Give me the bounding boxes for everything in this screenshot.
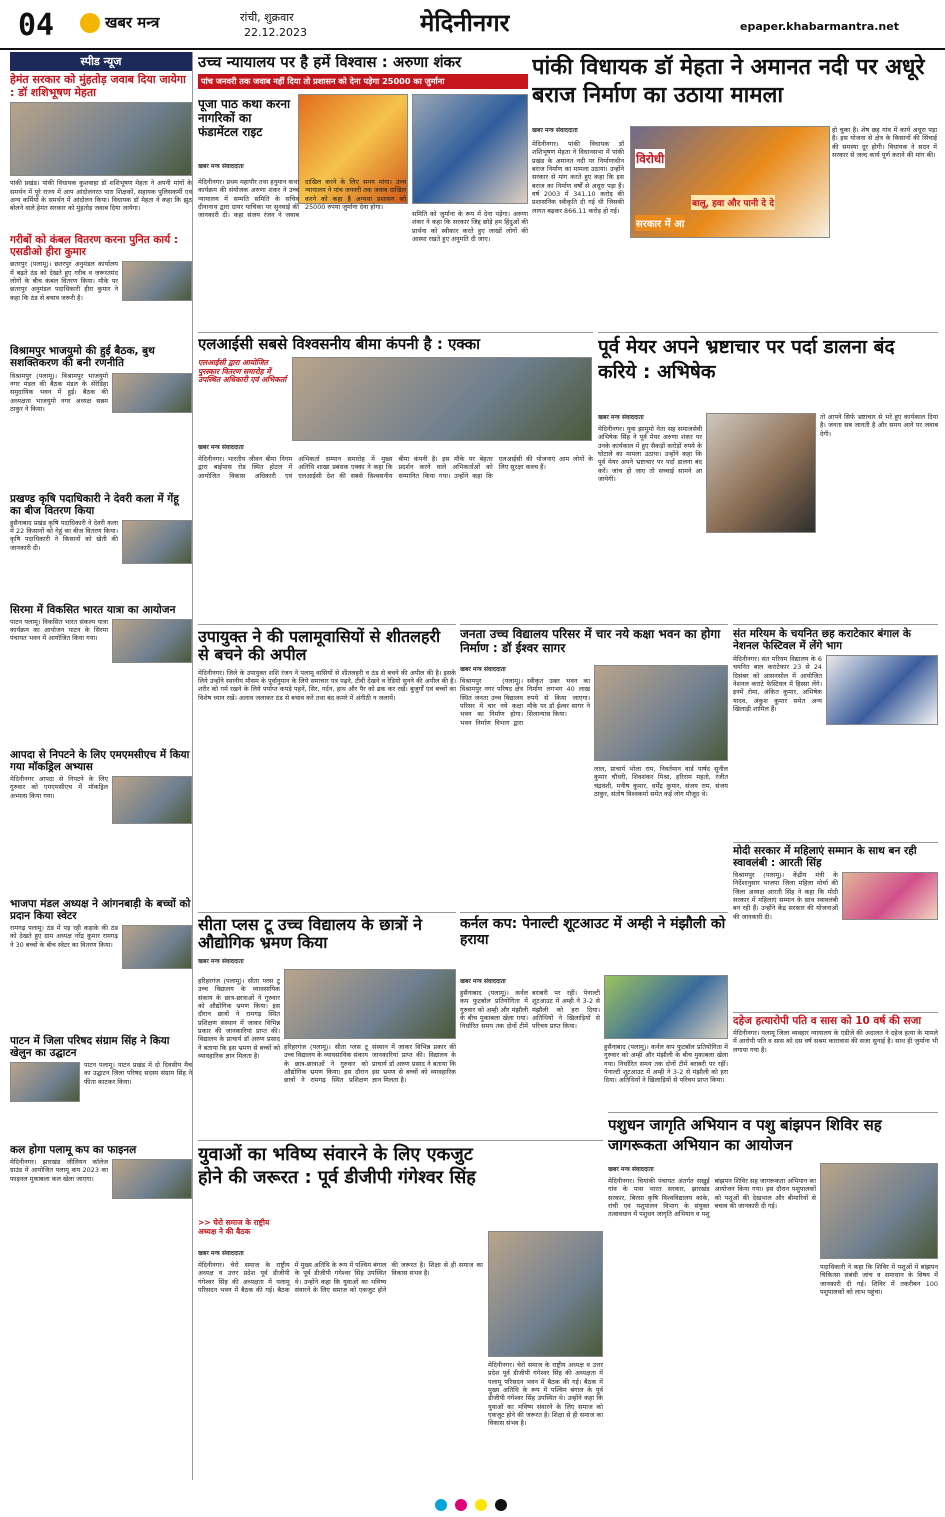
story-mayor-photo bbox=[706, 413, 816, 533]
story-aruna-byline: खबर मन्त्र संवाददाता bbox=[198, 163, 244, 170]
left-headline-9: कल होगा पलामू कप का फाइनल bbox=[10, 1144, 137, 1157]
dateline-city: रांची, शुक्रवार bbox=[240, 11, 294, 24]
left-body-8: पाटन पलामू। पाटन प्रखंड में दो दिवसीय मैच का उद्घाटन जिला परिषद सदस्य संग्राम सिंह ने फीता काटकर किया। bbox=[84, 1061, 192, 1086]
story-dahej-body: मेदिनीनगर। पलामू जिला व्यवहार न्यायालय के एडीजे की अदालत ने दहेज हत्या के मामले में आरोपी पति व सास को दस वर्ष सश्रम कारावास की सजा सुनाई है। साथ ही जुर्माना भी लगाया गया है। bbox=[733, 1029, 938, 1054]
story-aruna-body-2: समिति को जुर्माना के रूप में देना पड़ेगा। अरुणा शंकर ने कहा कि सरकार जिद्द छोड़े हम हिंदुओं की प्रार्थना को स्वीकार करते हुए लाखों लोगों की आस्था रखते हुए अनुमति दी जाए। bbox=[412, 210, 528, 243]
story-pashu-body-2: पदाधिकारी ने कहा कि शिविर में पशुओं में बांझपन चिकित्सा संबंधी जांच व समाधान के विषय में जानकारी दी गई। शिविर में तकरीबन 100 पशुपालकों को लाभ पहुंचा। bbox=[820, 1263, 938, 1296]
story-dc bbox=[198, 624, 456, 916]
left-photo-5 bbox=[112, 619, 192, 663]
story-aruna-kicker: उच्च न्यायालय पर है हमें विश्वास : अरुणा शंकर bbox=[198, 54, 462, 71]
story-dahej bbox=[733, 1012, 938, 1110]
story-barrage-body: मेदिनीनगर। पांकी विधायक डॉ शशिभूषण मेहता ने विधानसभा में पांकी प्रखंड के अमानत नदी पर निर्माणाधीन बराज निर्माण का मामला उठाया। उन्होंने सरकार से मांग करते हुए कहा कि इस बराज का निर्माण वर्षों से अधूरा पड़ा है। वर्ष 2003 में 341.10 करोड़ की प्रशासनिक स्वीकृति दी गई थी जिसकी लागत बढ़कर 866.11 करोड़ हो गई। bbox=[532, 140, 624, 215]
epaper-url[interactable]: epaper.khabarmantra.net bbox=[740, 20, 899, 33]
speed-news-label: स्पीड न्यूज bbox=[10, 52, 192, 71]
story-youth-body: मेदिनीनगर। चेरो समाज के राष्ट्रीय अध्यक्ष व उत्तर प्रदेश पूर्व डीजीपी गंगेश्वर सिंह की अध्यक्षता में पलामू परिसदन भवन में बैठक की गई। बैठक में मुख्य अतिथि के रूप में पश्चिम बंगाल के पूर्व डीजीपी गंगेश्वर सिंह उपस्थित थे। उन्होंने कहा कि युवाओं का भविष्य संवारने के लिए समाज को एकजुट होने की जरूरत है। शिक्षा से ही समाज का विकास संभव है। bbox=[198, 1261, 483, 1294]
story-karate-photo bbox=[826, 655, 938, 725]
story-youth bbox=[198, 1140, 603, 1480]
story-sita bbox=[198, 912, 456, 1138]
story-women-photo bbox=[842, 872, 938, 920]
story-football-body-2: हुसैनाबाद (पलामू)। कर्नल कप फुटबॉल प्रतियोगिता में गुरुवार को अम्ही और मंझौली के बीच मुकाबला खेला गया। निर्धारित समय तक दोनों टीमें बराबरी पर रहीं। पेनाल्टी शूटआउट में अम्ही ने 3-2 से मंझौली को हरा दिया। अतिथियों ने खिलाड़ियों से परिचय प्राप्त किया। bbox=[604, 1043, 728, 1085]
story-women-body: विश्रामपुर (पलामू)। केंद्रीय मंत्री के निर्देशानुसार भाजपा जिला महिला मोर्चा की जिला अध्यक्ष आरती सिंह ने कहा कि मोदी सरकार में महिलाएं सम्मान के साथ स्वावलंबी बन रही हैं। उन्होंने केंद्र सरकार की योजनाओं की जानकारी दी। bbox=[733, 871, 838, 921]
left-body-4: हुसैनाबाद प्रखंड कृषि पदाधिकारी ने देवरी कला में 22 किसानों को गेहूं का बीज वितरण किया। कृषि पदाधिकारी ने किसानों को खेती की जानकारी दी। bbox=[10, 518, 118, 552]
left-body-7: रामगढ़ पलामू। ठंड में पड़ रही कड़ाके की ठंड को देखते हुए ग्राम अध्यक्ष नरेंद्र कुमार रामगढ़ ने 30 बच्चों के बीच स्वेटर का वितरण किया। bbox=[10, 923, 118, 949]
color-registration-bar bbox=[0, 1490, 945, 1517]
story-karate-headline: संत मरियम के चयनित छह कराटेकार बंगाल के नेशनल फेस्टिवल में लेंगे भाग bbox=[733, 628, 911, 653]
story-janta-body: विश्रामपुर (पलामू)। विश्रामपुर नगर परिषद क्षेत्र स्थित जनता उच्च विद्यालय परिसर में चार नये कक्षा भवन का निर्माण होगा। भवन निर्माण विभाग द्वारा स्वीकृत उक्त भवन का निर्माण लगभग 40 लाख रुपये से किया जाएगा। मौके पर डॉ ईश्वर सागर ने शिलान्यास किया। bbox=[460, 677, 590, 727]
story-pashu-body: मेदिनीनगर। चियांकी पंचायत अंतर्गत सखुई गांव के पास भारत सरकार, झारखंड सरकार, बिरसा कृषि विश्वविद्यालय कांके, रांची एवं पशुपालन विभाग के संयुक्त तत्वावधान में पशुधन जागृति अभियान व पशु बांझपन शिविर सह जागरूकता अभियान का आयोजन किया गया। इस दौरान पशुपालकों को पशुओं की देखभाल और बीमारियों से बचाव की जानकारी दी गई। bbox=[608, 1177, 816, 1219]
left-photo-6 bbox=[112, 776, 192, 824]
story-mayor-byline: खबर मन्त्र संवाददाता bbox=[598, 414, 644, 421]
brand-logo bbox=[80, 12, 200, 42]
story-sita-body: हरिहरगंज (पलामू)। सीता प्लस टू उच्च विद्यालय के व्यावसायिक संकाय के छात्र-छात्राओं ने गुरुवार को औद्योगिक भ्रमण किया। इस दौरान छात्रों ने रामगढ़ स्थित प्रशिक्षण संस्थान में जाकर विभिन्न प्रकार की जानकारियां प्राप्त की। विद्यालय के प्राचार्य डॉ अरुण प्रसाद ने बताया कि इस भ्रमण से बच्चों को व्यावहारिक ज्ञान मिलता है। bbox=[198, 977, 280, 1060]
left-photo-7 bbox=[122, 925, 192, 969]
left-body-9: मेदिनीनगर। झारखंड जीलियन कॉलेज ग्राउंड में आयोजित पलामू कप 2023 का फाइनल मुकाबला कल खेला जाएगा। bbox=[10, 1158, 108, 1183]
left-photo-1 bbox=[10, 102, 192, 176]
story-lic bbox=[198, 332, 593, 622]
story-pashu bbox=[608, 1112, 938, 1480]
banner-text-2: बालू, हवा और पानी दे दे bbox=[691, 195, 775, 210]
story-barrage-headline: पांकी विधायक डॉ मेहता ने अमानत नदी पर अधूरे बराज निर्माण का उठाया मामला bbox=[532, 55, 925, 108]
brand-name: खबर मन्त्र bbox=[105, 13, 160, 32]
left-photo-9 bbox=[112, 1159, 192, 1199]
left-photo-3 bbox=[112, 373, 192, 413]
story-youth-byline: खबर मन्त्र संवाददाता bbox=[198, 1250, 244, 1257]
left-photo-2 bbox=[122, 261, 192, 301]
story-football-headline: कर्नल कप: पेनाल्टी शूटआउट में अम्ही ने मंझौली को हराया bbox=[460, 916, 726, 949]
story-pashu-photo bbox=[820, 1163, 938, 1259]
story-mayor-body-2: तो आपने सिर्फ भ्रष्टाचार से भरे हुए कार्यकाल दिया है। जनता सब जानती है और समय आने पर जवाब देगी। bbox=[820, 413, 938, 438]
story-lic-byline: खबर मन्त्र संवाददाता bbox=[198, 444, 244, 451]
left-headline-2: गरीबों को कंबल वितरण करना पुनित कार्य : एसडीओ हीरा कुमार bbox=[10, 234, 179, 259]
masthead bbox=[0, 0, 945, 50]
left-body-2: छतरपुर (पलामू)। छतरपुर अनुमंडल कार्यालय में बढ़ते ठंड को देखते हुए गरीब व जरूरतमंद लोगों के बीच कंबल वितरण किया। मौके पर छतरपुर अनुमंडल पदाधिकारी हीरा कुमार ने कहा कि ठंड से बचाव जरूरी है। bbox=[10, 260, 118, 302]
story-barrage-byline: खबर मन्त्र संवाददाता bbox=[532, 127, 578, 134]
story-barrage-photo bbox=[630, 126, 830, 238]
story-youth-caption: >> चेरो समाज के राष्ट्रीय अध्यक्ष ने की बैठक bbox=[198, 1218, 270, 1236]
story-mayor bbox=[598, 332, 938, 622]
story-janta bbox=[460, 624, 728, 910]
story-football-photo bbox=[604, 975, 728, 1039]
left-body-5: पाटन पलामू। विकसित भारत संकल्प यात्रा कार्यक्रम का आयोजन पाटन के सिरमा पंचायत भवन में आयोजित किया गया। bbox=[10, 617, 108, 643]
story-janta-byline: खबर मन्त्र संवाददाता bbox=[460, 666, 506, 673]
story-janta-photo bbox=[594, 665, 728, 761]
story-sita-body-2: हरिहरगंज (पलामू)। सीता प्लस टू उच्च विद्यालय के व्यावसायिक संकाय के छात्र-छात्राओं ने गुरुवार को औद्योगिक भ्रमण किया। इस दौरान छात्रों ने रामगढ़ स्थित प्रशिक्षण संस्थान में जाकर विभिन्न प्रकार की जानकारियां प्राप्त की। विद्यालय के प्राचार्य डॉ अरुण प्रसाद ने बताया कि इस भ्रमण से बच्चों को व्यावहारिक ज्ञान मिलता है। bbox=[284, 1043, 456, 1085]
left-headline-4: प्रखण्ड कृषि पदाधिकारी ने देवरी कला में गेंहू का बीज वितरण किया bbox=[10, 492, 179, 517]
story-football bbox=[460, 912, 728, 1138]
story-aruna bbox=[198, 54, 528, 324]
story-women bbox=[733, 842, 938, 1010]
story-lic-caption: एलआईसी द्वारा आयोजित पुरस्कार वितरण समारोह में उपस्थित अधिकारी एवं अभिकर्ता bbox=[198, 358, 287, 385]
left-body-3: विश्रामपुर (पलामू)। विश्रामपुर भाजयुमो नगर मंडल की बैठक मंडल के सेरेडिहा समुदायिक भवन में हुई। बैठक की अध्यक्षता भाजयुमो नगर अध्यक्ष सन्नम ठाकुर ने किया। bbox=[10, 371, 108, 413]
left-headline-7: भाजपा मंडल अध्यक्ष ने आंगनबाड़ी के बच्चों को प्रदान किया स्वेटर bbox=[10, 897, 191, 922]
story-football-byline: खबर मन्त्र संवाददाता bbox=[460, 978, 506, 985]
story-dc-body: मेदिनीनगर। जिले के उपायुक्त शशि रंजन ने पलामू वासियों से शीतलहरी व ठंड से बचने की अपील की है। इसके लिये उन्होंने स्थानीय मौसम के पूर्वानुमान के लिये समाचार पत्र पढ़ने, टीवी देखने व रेडियो सुनने की अपील की है। शरीर को गर्म रखने के लिये पर्याप्त कपड़े पहनें, सिर, गर्दन, हाथ और पैर को ढक कर रखें। बुजुर्गों एवं बच्चों का विशेष ध्यान रखें। अलाव जलाकर ठंड से बचाव करें तथा बंद कमरे में अंगीठी न जलायें। bbox=[198, 668, 456, 702]
left-column bbox=[10, 52, 193, 1480]
story-dc-headline: उपायुक्त ने की पलामूवासियों से शीतलहरी से बचने की अपील bbox=[198, 627, 441, 665]
story-sita-photo bbox=[284, 969, 456, 1039]
story-aruna-sub: पूजा पाठ कथा करना नागरिकों का फंडामेंटल राइट bbox=[198, 98, 293, 139]
story-pashu-byline: खबर मन्त्र संवाददाता bbox=[608, 1166, 654, 1173]
left-photo-4 bbox=[122, 520, 192, 564]
story-mayor-headline: पूर्व मेयर अपने भ्रष्टाचार पर पर्दा डालना बंद करिये : अभिषेक bbox=[598, 336, 895, 383]
left-photo-8 bbox=[10, 1062, 80, 1102]
story-janta-body-2: लाल, प्राचार्य भोला राम, निवर्तमान वार्ड पार्षद सुनील कुमार चौधरी, शिवशंकर मिश्रा, हरिराम महतो, रंजीत चंद्रवंशी, मनीष कुमार, धर्मेंद्र कुमार, संजय राम, संजय ठाकुर, संतोष विश्वकर्मा समेत कई लोग मौजूद थे। bbox=[594, 765, 728, 798]
story-lic-body: मेदिनीनगर। भारतीय जीवन बीमा निगम द्वारा बाईपास रोड स्थित होटल में आयोजित विकास अधिकारी एवं अभिकर्ता सम्मान समारोह में मुख्य अतिथि शाखा प्रबंधक एक्का ने कहा कि एलआईसी देश की सबसे विश्वसनीय बीमा कंपनी है। इस मौके पर बेहतर प्रदर्शन करने वाले अभिकर्ताओं को सम्मानित किया गया। उन्होंने कहा कि एलआईसी की योजनाएं आम लोगों के लिए सुरक्षा कवच हैं। bbox=[198, 455, 593, 480]
left-headline-5: सिरमा में विकसित भारत यात्रा का आयोजन bbox=[10, 603, 176, 616]
brand-mark-icon bbox=[80, 13, 100, 33]
registration-dot-yellow bbox=[475, 1499, 487, 1511]
story-youth-headline: युवाओं का भविष्य संवारने के लिए एकजुट होने की जरूरत : पूर्व डीजीपी गंगेश्वर सिंह bbox=[198, 1144, 476, 1188]
banner-text-3: सरकार में आ bbox=[635, 215, 685, 231]
story-pashu-headline: पशुधन जागृति अभियान व पशु बांझपन शिविर सह जागरूकता अभियान का आयोजन bbox=[608, 1116, 882, 1154]
story-aruna-body: मेदिनीनगर। प्रथम महापौर तथा हनुमान कथा कार्यक्रम की संयोजक अरुणा शंकर ने उच्च न्यायालय में सम्मति समिति के सचिव दीनानाथ द्वारा दायर याचिका पर सुनवाई की जानकारी दी। कहा संजय रंजन ने जवाब दाखिल करने के लिए समय मांगा। उच्च न्यायालय ने पांच जनवरी तक जवाब दाखिल करने को कहा है अन्यथा प्रशासन को 25000 रुपया जुर्माना देना होगा। bbox=[198, 178, 406, 220]
story-lic-headline: एलआईसी सबसे विश्वसनीय बीमा कंपनी है : एक्का bbox=[198, 335, 480, 353]
story-barrage-body-2: हो चुका है। शेष छह गांव में कार्य अधूरा पड़ा है। इस योजना से क्षेत्र के किसानों की सिंचाई की समस्या दूर होगी। विधायक ने सदन में सरकार से जल्द कार्य पूर्ण कराने की मांग की। bbox=[832, 126, 937, 159]
story-aruna-photo-2 bbox=[412, 94, 528, 204]
story-aruna-strip: पांच जनवरी तक जवाब नहीं दिया तो प्रशासन को देना पड़ेगा 25000 का जुर्माना bbox=[198, 74, 528, 89]
story-lic-photo bbox=[292, 357, 592, 441]
left-body-6: मेदिनीनगर आपदा से निपटने के लिए गुरुवार को एमएमसीएच में मॉकड्रिल अभ्यास किया गया। bbox=[10, 774, 108, 800]
registration-dot-black bbox=[495, 1499, 507, 1511]
dateline-date: 22.12.2023 bbox=[244, 26, 307, 39]
registration-dot-magenta bbox=[455, 1499, 467, 1511]
story-janta-headline: जनता उच्च विद्यालय परिसर में चार नये कक्षा भवन का होगा निर्माण : डॉ ईश्वर सागर bbox=[460, 627, 721, 655]
story-sita-byline: खबर मन्त्र संवाददाता bbox=[198, 957, 244, 965]
page-number: 04 bbox=[18, 8, 55, 43]
story-dahej-headline: दहेज हत्यारोपी पति व सास को 10 वर्ष की सजा bbox=[733, 1015, 922, 1027]
story-football-body: हुसैनाबाद (पलामू)। कर्नल कप फुटबॉल प्रतियोगिता में गुरुवार को अम्ही और मंझौली के बीच मुकाबला खेला गया। निर्धारित समय तक दोनों टीमें बराबरी पर रहीं। पेनाल्टी शूटआउट में अम्ही ने 3-2 से मंझौली को हरा दिया। अतिथियों ने खिलाड़ियों से परिचय प्राप्त किया। bbox=[460, 989, 600, 1031]
story-karate bbox=[733, 624, 938, 840]
section-title: मेदिनीनगर bbox=[420, 9, 510, 37]
left-headline-6: आपदा से निपटने के लिए एमएमसीएच में किया गया मॉकड्रिल अभ्यास bbox=[10, 748, 190, 773]
registration-dot-cyan bbox=[435, 1499, 447, 1511]
story-youth-photo bbox=[488, 1231, 603, 1357]
story-youth-body-2: मेदिनीनगर। चेरो समाज के राष्ट्रीय अध्यक्ष व उत्तर प्रदेश पूर्व डीजीपी गंगेश्वर सिंह की अध्यक्षता में पलामू परिसदन भवन में बैठक की गई। बैठक में मुख्य अतिथि के रूप में पश्चिम बंगाल के पूर्व डीजीपी गंगेश्वर सिंह उपस्थित थे। उन्होंने कहा कि युवाओं का भविष्य संवारने के लिए समाज को एकजुट होने की जरूरत है। शिक्षा से ही समाज का विकास संभव है। bbox=[488, 1361, 603, 1428]
left-headline-8: पाटन में जिला परिषद संग्राम सिंह ने किया खेलुन का उद्घाटन bbox=[10, 1034, 170, 1060]
story-women-headline: मोदी सरकार में महिलाएं सम्मान के साथ बन रही स्वावलंबी : आरती सिंह bbox=[733, 845, 917, 870]
story-mayor-body: मेदिनीनगर। युवा झामुमो नेता सह समाजसेवी अभिषेक सिंह ने पूर्व मेयर अरुणा शंकर पर उनके कार्यकाल में हुए सैकड़ों करोड़ों रुपये के घोटाले का मामला उठाया। उन्होंने कहा कि पूर्व मेयर अपने भ्रष्टाचार पर पर्दा डालना बंद करें। जांच हो जाए तो सच्चाई सामने आ जायेगी। bbox=[598, 425, 702, 483]
left-headline-3: विश्रामपुर भाजयुमो की हुई बैठक, बुथ सशक्तिकरण की बनी रणनीति bbox=[10, 345, 155, 370]
banner-text-1: विरोधी bbox=[635, 149, 665, 168]
story-barrage bbox=[532, 54, 937, 330]
left-body-1: पांकी प्रखंड। पांकी विधायक कुशवाहा डॉ शशिभूषण मेहता ने अपनी मांगों के समर्थन में पूरे राज्य में आप आंदोलनरत पारा शिक्षकों, सहायक पुलिसकर्मी एवं अन्य कर्मियों के समर्थन में आंदोलन किया। विधायक डॉ मेहता ने कहा कि झुठ बोलने वाले हेमंत सरकार को मुंहतोड़ जवाब दिया जायेगा। bbox=[10, 179, 192, 213]
story-karate-body: मेदिनीनगर। संत मरियम विद्यालय के 6 चयनित बाल कराटेकार 23 से 24 दिसंबर को आसनसोल में आयोजित नेशनल कराटे फेस्टिवल में हिस्सा लेंगे। इनमें रोमा, अंकित कुमार, अभिषेक यादव, अंकुश कुमार समेत अन्य खिलाड़ी शामिल हैं। bbox=[733, 655, 822, 714]
story-sita-headline: सीता प्लस टू उच्च विद्यालय के छात्रों ने औद्योगिक भ्रमण किया bbox=[198, 915, 423, 953]
left-headline-1: हेमंत सरकार को मुंहतोड़ जवाब दिया जायेगा : डॉ शशिभूषण मेहता bbox=[10, 73, 186, 99]
